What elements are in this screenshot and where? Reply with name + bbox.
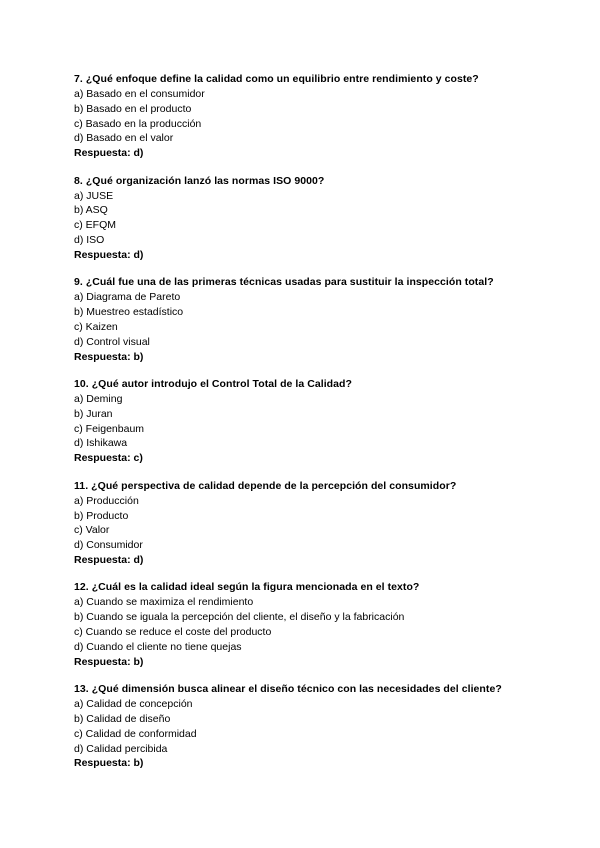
question-9: [74, 275, 574, 364]
option-c: c) Basado en la producción: [74, 117, 202, 130]
answer-text: Respuesta: d): [74, 248, 144, 261]
option-c: c) Calidad de conformidad: [74, 727, 197, 740]
option-d: d) ISO: [74, 234, 105, 247]
option-a: a) Diagrama de Pareto: [74, 291, 181, 304]
option-a: a) Deming: [74, 393, 123, 406]
question-title: 12. ¿Cuál es la calidad ideal según la figura mencionada en el texto?: [74, 581, 420, 594]
option-b: b) Basado en el producto: [74, 102, 192, 115]
document-page: [74, 72, 574, 784]
answer-text: Respuesta: b): [74, 757, 144, 770]
question-title: 7. ¿Qué enfoque define la calidad como un equilibrio entre rendimiento y coste?: [74, 73, 479, 85]
question-7: [74, 72, 574, 161]
answer-text: Respuesta: b): [74, 655, 144, 668]
question-11: [74, 479, 574, 568]
option-d: d) Control visual: [74, 335, 150, 348]
option-b: b) Producto: [74, 509, 129, 522]
option-a: a) Cuando se maximiza el rendimiento: [74, 596, 254, 609]
option-d: d) Ishikawa: [74, 437, 128, 450]
question-8: [74, 174, 574, 263]
option-b: b) ASQ: [74, 204, 108, 217]
option-d: d) Consumidor: [74, 539, 143, 552]
option-c: c) Cuando se reduce el coste del producto: [74, 626, 272, 639]
option-b: b) Juran: [74, 407, 113, 420]
answer-text: Respuesta: b): [74, 350, 144, 363]
question-title: 9. ¿Cuál fue una de las primeras técnicas usadas para sustituir la inspección total?: [74, 276, 494, 289]
option-c: c) Feigenbaum: [74, 422, 145, 435]
option-a: a) Basado en el consumidor: [74, 88, 205, 100]
option-d: d) Basado en el valor: [74, 132, 174, 145]
option-a: a) JUSE: [74, 189, 114, 202]
option-b: b) Muestreo estadístico: [74, 306, 184, 319]
option-c: c) Kaizen: [74, 320, 118, 333]
question-10: [74, 377, 574, 466]
answer-text: Respuesta: d): [74, 147, 144, 160]
option-d: d) Cuando el cliente no tiene quejas: [74, 640, 242, 653]
question-title: 8. ¿Qué organización lanzó las normas ISO 9000?: [74, 174, 325, 187]
question-title: 10. ¿Qué autor introdujo el Control Total de la Calidad?: [74, 378, 352, 391]
option-a: a) Producción: [74, 494, 139, 507]
option-c: c) EFQM: [74, 219, 116, 232]
option-c: c) Valor: [74, 524, 110, 537]
option-b: b) Cuando se iguala la percepción del cliente, el diseño y la fabricación: [74, 611, 405, 624]
answer-text: Respuesta: c): [74, 452, 143, 465]
answer-text: Respuesta: d): [74, 553, 144, 566]
question-title: 11. ¿Qué perspectiva de calidad depende de la percepción del consumidor?: [74, 479, 457, 492]
option-d: d) Calidad percibida: [74, 742, 168, 755]
option-a: a) Calidad de concepción: [74, 698, 193, 711]
option-b: b) Calidad de diseño: [74, 712, 171, 725]
question-title: 13. ¿Qué dimensión busca alinear el diseño técnico con las necesidades del cliente?: [74, 683, 502, 696]
question-12: [74, 580, 574, 669]
question-13: [74, 682, 574, 771]
